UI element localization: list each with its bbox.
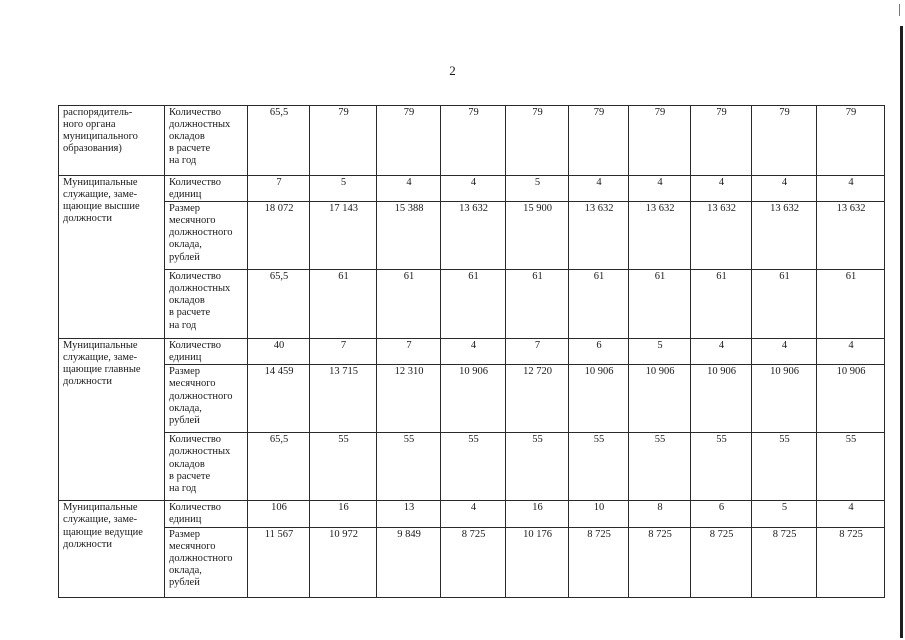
value-cell: 61 bbox=[569, 270, 629, 339]
value-cell: 4 bbox=[569, 176, 629, 202]
value-cell: 11 567 bbox=[248, 527, 310, 597]
value-cell: 4 bbox=[377, 176, 441, 202]
value-cell: 55 bbox=[817, 433, 885, 501]
value-cell: 55 bbox=[377, 433, 441, 501]
indicator-cell: Количество единиц bbox=[165, 176, 248, 202]
table-row bbox=[59, 433, 885, 501]
value-cell: 55 bbox=[441, 433, 506, 501]
table-row bbox=[59, 339, 885, 365]
value-cell: 79 bbox=[569, 106, 629, 176]
value-cell: 61 bbox=[310, 270, 377, 339]
value-cell: 13 bbox=[377, 501, 441, 527]
indicator-cell: Количество должностных окладов в расчете на год bbox=[165, 433, 248, 501]
table-body bbox=[59, 106, 885, 598]
value-cell: 13 632 bbox=[817, 202, 885, 270]
value-cell: 13 632 bbox=[629, 202, 691, 270]
value-cell: 79 bbox=[506, 106, 569, 176]
value-cell: 6 bbox=[569, 339, 629, 365]
value-cell: 6 bbox=[691, 501, 752, 527]
indicator-cell: Количество должностных окладов в расчете на год bbox=[165, 270, 248, 339]
value-cell: 16 bbox=[310, 501, 377, 527]
value-cell: 4 bbox=[817, 501, 885, 527]
value-cell: 9 849 bbox=[377, 527, 441, 597]
value-cell: 106 bbox=[248, 501, 310, 527]
value-cell: 4 bbox=[817, 176, 885, 202]
value-cell: 10 906 bbox=[817, 365, 885, 433]
value-cell: 13 715 bbox=[310, 365, 377, 433]
value-cell: 18 072 bbox=[248, 202, 310, 270]
table-row bbox=[59, 176, 885, 202]
page-number: 2 bbox=[449, 63, 456, 78]
value-cell: 15 900 bbox=[506, 202, 569, 270]
value-cell: 5 bbox=[506, 176, 569, 202]
value-cell: 61 bbox=[377, 270, 441, 339]
value-cell: 40 bbox=[248, 339, 310, 365]
value-cell: 65,5 bbox=[248, 270, 310, 339]
value-cell: 55 bbox=[569, 433, 629, 501]
value-cell: 79 bbox=[817, 106, 885, 176]
value-cell: 61 bbox=[817, 270, 885, 339]
category-cell: Муниципальные служащие, заме- щающие высшие должности bbox=[59, 176, 165, 339]
value-cell: 4 bbox=[441, 176, 506, 202]
table-row bbox=[59, 501, 885, 527]
value-cell: 16 bbox=[506, 501, 569, 527]
value-cell: 8 725 bbox=[691, 527, 752, 597]
value-cell: 4 bbox=[629, 176, 691, 202]
table-row bbox=[59, 365, 885, 433]
value-cell: 4 bbox=[691, 176, 752, 202]
value-cell: 4 bbox=[441, 501, 506, 527]
value-cell: 10 906 bbox=[441, 365, 506, 433]
value-cell: 7 bbox=[248, 176, 310, 202]
value-cell: 7 bbox=[310, 339, 377, 365]
table-row bbox=[59, 527, 885, 597]
indicator-cell: Размер месячного должностного оклада, рублей bbox=[165, 202, 248, 270]
indicator-cell: Количество единиц bbox=[165, 339, 248, 365]
value-cell: 10 906 bbox=[629, 365, 691, 433]
value-cell: 15 388 bbox=[377, 202, 441, 270]
value-cell: 10 972 bbox=[310, 527, 377, 597]
value-cell: 55 bbox=[752, 433, 817, 501]
value-cell: 61 bbox=[691, 270, 752, 339]
value-cell: 10 906 bbox=[569, 365, 629, 433]
value-cell: 12 720 bbox=[506, 365, 569, 433]
value-cell: 4 bbox=[817, 339, 885, 365]
value-cell: 61 bbox=[629, 270, 691, 339]
value-cell: 14 459 bbox=[248, 365, 310, 433]
value-cell: 8 725 bbox=[569, 527, 629, 597]
indicator-cell: Количество должностных окладов в расчете на год bbox=[165, 106, 248, 176]
value-cell: 55 bbox=[310, 433, 377, 501]
value-cell: 8 725 bbox=[441, 527, 506, 597]
value-cell: 79 bbox=[629, 106, 691, 176]
value-cell: 10 176 bbox=[506, 527, 569, 597]
value-cell: 8 725 bbox=[629, 527, 691, 597]
value-cell: 79 bbox=[441, 106, 506, 176]
salary-table bbox=[58, 105, 885, 598]
value-cell: 61 bbox=[506, 270, 569, 339]
value-cell: 79 bbox=[310, 106, 377, 176]
scan-tick-mark bbox=[899, 4, 900, 16]
value-cell: 65,5 bbox=[248, 106, 310, 176]
value-cell: 5 bbox=[310, 176, 377, 202]
value-cell: 61 bbox=[441, 270, 506, 339]
value-cell: 17 143 bbox=[310, 202, 377, 270]
value-cell: 13 632 bbox=[691, 202, 752, 270]
value-cell: 10 906 bbox=[752, 365, 817, 433]
value-cell: 61 bbox=[752, 270, 817, 339]
value-cell: 7 bbox=[377, 339, 441, 365]
value-cell: 10 bbox=[569, 501, 629, 527]
scan-edge-line bbox=[900, 26, 903, 638]
value-cell: 79 bbox=[752, 106, 817, 176]
indicator-cell: Размер месячного должностного оклада, рублей bbox=[165, 527, 248, 597]
value-cell: 12 310 bbox=[377, 365, 441, 433]
value-cell: 10 906 bbox=[691, 365, 752, 433]
table-row bbox=[59, 202, 885, 270]
category-cell: Муниципальные служащие, заме- щающие ведущие должности bbox=[59, 501, 165, 597]
category-cell: распорядитель- ного органа муниципального образования) bbox=[59, 106, 165, 176]
value-cell: 4 bbox=[441, 339, 506, 365]
value-cell: 4 bbox=[752, 176, 817, 202]
value-cell: 4 bbox=[691, 339, 752, 365]
value-cell: 13 632 bbox=[569, 202, 629, 270]
value-cell: 65,5 bbox=[248, 433, 310, 501]
value-cell: 5 bbox=[752, 501, 817, 527]
value-cell: 55 bbox=[691, 433, 752, 501]
value-cell: 13 632 bbox=[441, 202, 506, 270]
value-cell: 4 bbox=[752, 339, 817, 365]
value-cell: 5 bbox=[629, 339, 691, 365]
value-cell: 8 bbox=[629, 501, 691, 527]
value-cell: 8 725 bbox=[817, 527, 885, 597]
value-cell: 13 632 bbox=[752, 202, 817, 270]
value-cell: 7 bbox=[506, 339, 569, 365]
table-row bbox=[59, 106, 885, 176]
value-cell: 79 bbox=[377, 106, 441, 176]
value-cell: 55 bbox=[506, 433, 569, 501]
indicator-cell: Размер месячного должностного оклада, рублей bbox=[165, 365, 248, 433]
category-cell: Муниципальные служащие, заме- щающие главные должности bbox=[59, 339, 165, 501]
value-cell: 79 bbox=[691, 106, 752, 176]
indicator-cell: Количество единиц bbox=[165, 501, 248, 527]
table-row bbox=[59, 270, 885, 339]
value-cell: 55 bbox=[629, 433, 691, 501]
value-cell: 8 725 bbox=[752, 527, 817, 597]
